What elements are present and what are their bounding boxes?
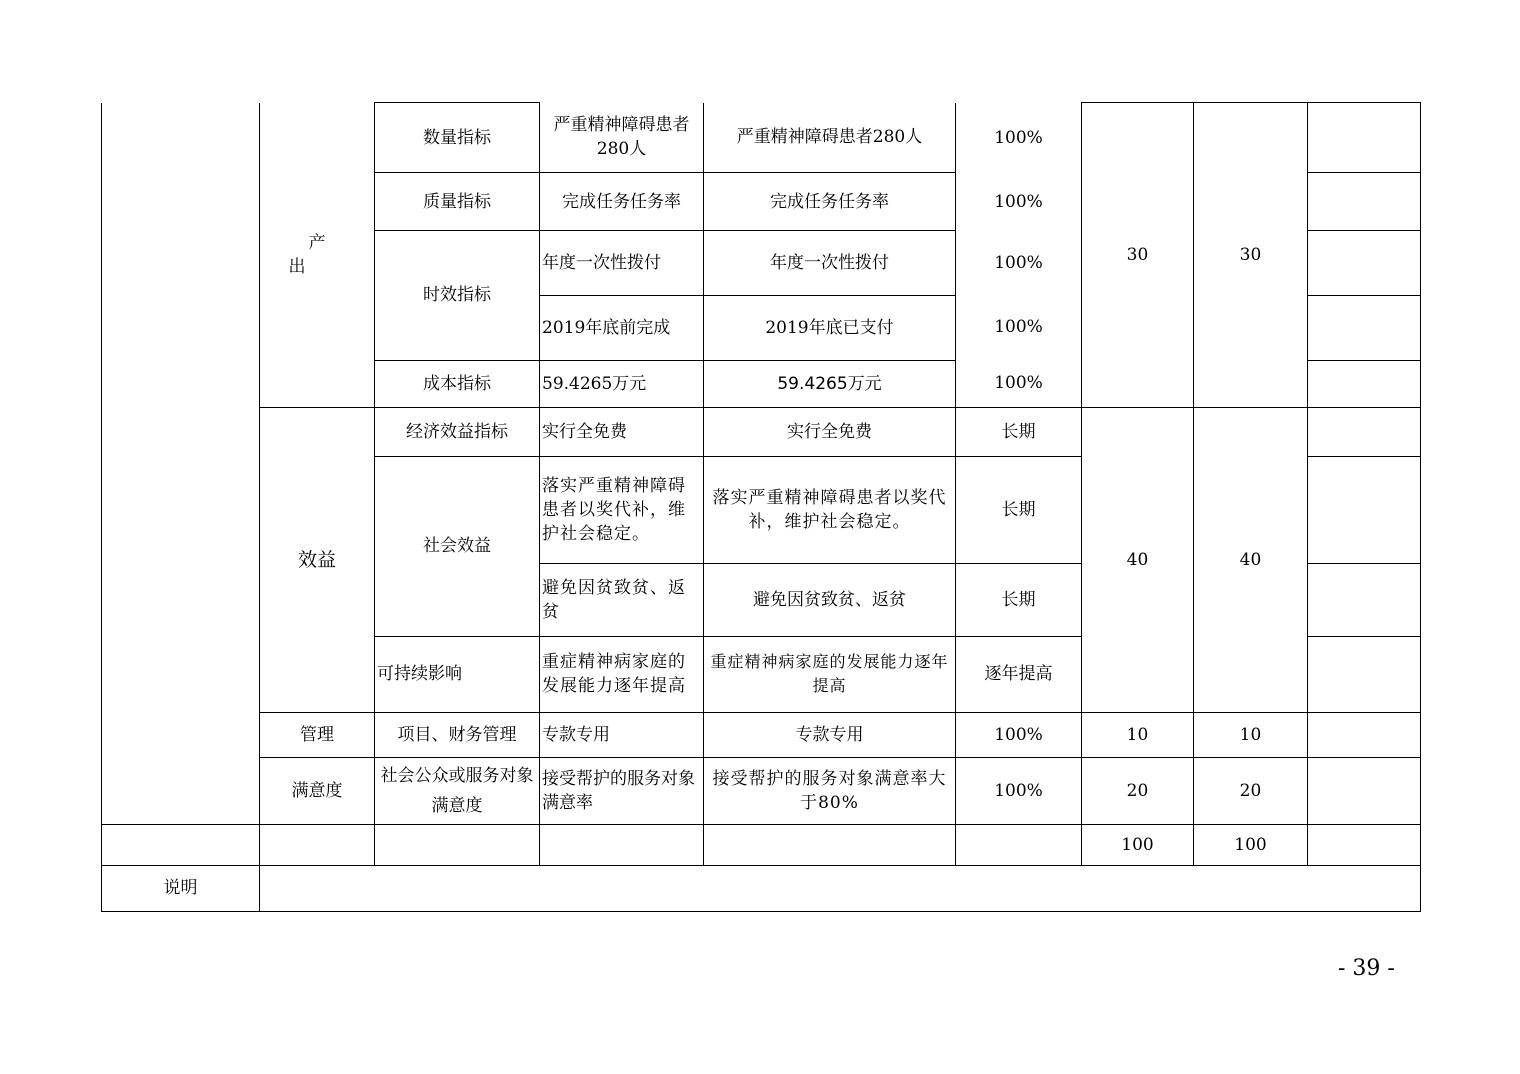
quantity-actual: 严重精神障碍患者280人 xyxy=(704,103,956,173)
total-blank-6 xyxy=(956,824,1082,865)
satisfaction-indicator: 社会公众或服务对象满意度 xyxy=(375,757,540,824)
performance-table xyxy=(101,102,1421,912)
total-blank-4 xyxy=(540,824,704,865)
blank-cell xyxy=(1308,231,1421,296)
total-blank-1 xyxy=(102,824,260,865)
satisfaction-rate: 100% xyxy=(956,757,1082,824)
timeliness-target-2: 2019年底前完成 xyxy=(540,295,704,360)
notes-label: 说明 xyxy=(102,865,260,911)
blank-cell xyxy=(1308,103,1421,173)
satisfaction-score: 20 xyxy=(1194,757,1308,824)
economic-rate: 长期 xyxy=(956,407,1082,456)
total-score: 100 xyxy=(1194,824,1308,865)
satisfaction-actual: 接受帮护的服务对象满意率大于80% xyxy=(704,757,956,824)
management-target: 专款专用 xyxy=(540,712,704,757)
timeliness-actual-2: 2019年底已支付 xyxy=(704,295,956,360)
blank-cell xyxy=(1308,563,1421,636)
sustainable-indicator: 可持续影响 xyxy=(375,636,540,712)
blank-cell xyxy=(1308,757,1421,824)
benefit-weight: 40 xyxy=(1082,407,1194,712)
social-target-2: 避免因贫致贫、返贫 xyxy=(540,563,704,636)
cost-indicator: 成本指标 xyxy=(375,360,540,407)
quantity-rate: 100% xyxy=(994,127,1043,148)
blank-cell xyxy=(1308,712,1421,757)
blank-cell xyxy=(1308,636,1421,712)
economic-actual: 实行全免费 xyxy=(704,407,956,456)
quality-indicator: 质量指标 xyxy=(375,173,540,231)
total-blank-2 xyxy=(260,824,375,865)
benefit-category: 效益 xyxy=(260,407,375,712)
management-weight: 10 xyxy=(1082,712,1194,757)
output-weight: 30 xyxy=(1082,103,1194,408)
quantity-target: 严重精神障碍患者280人 xyxy=(540,103,704,173)
quality-actual: 完成任务任务率 xyxy=(704,173,956,231)
blank-cell xyxy=(1308,173,1421,231)
management-rate: 100% xyxy=(956,712,1082,757)
output-rate-column xyxy=(956,103,1082,408)
management-category: 管理 xyxy=(260,712,375,757)
quality-rate: 100% xyxy=(994,191,1043,212)
benefit-score: 40 xyxy=(1194,407,1308,712)
timeliness-rate-2: 100% xyxy=(994,316,1043,337)
management-actual: 专款专用 xyxy=(704,712,956,757)
total-blank-5 xyxy=(704,824,956,865)
quality-target: 完成任务任务率 xyxy=(540,173,704,231)
social-actual-2: 避免因贫致贫、返贫 xyxy=(704,563,956,636)
economic-indicator: 经济效益指标 xyxy=(375,407,540,456)
total-weight: 100 xyxy=(1082,824,1194,865)
satisfaction-target: 接受帮护的服务对象满意率 xyxy=(540,757,704,824)
sustainable-rate: 逐年提高 xyxy=(956,636,1082,712)
output-score: 30 xyxy=(1194,103,1308,408)
blank-cell xyxy=(1308,456,1421,563)
social-rate-2: 长期 xyxy=(956,563,1082,636)
timeliness-target-1: 年度一次性拨付 xyxy=(540,231,704,296)
quantity-indicator: 数量指标 xyxy=(375,103,540,173)
social-target-1: 落实严重精神障碍患者以奖代补，维护社会稳定。 xyxy=(540,456,704,563)
timeliness-actual-1: 年度一次性拨付 xyxy=(704,231,956,296)
satisfaction-category: 满意度 xyxy=(260,757,375,824)
social-actual-1: 落实严重精神障碍患者以奖代补，维护社会稳定。 xyxy=(704,456,956,563)
total-blank-7 xyxy=(1308,824,1421,865)
notes-content xyxy=(260,865,1421,911)
timeliness-rate-1: 100% xyxy=(994,252,1043,273)
total-blank-3 xyxy=(375,824,540,865)
blank-cell xyxy=(1308,295,1421,360)
output-category: 产 出 xyxy=(260,103,375,408)
management-indicator: 项目、财务管理 xyxy=(375,712,540,757)
sustainable-actual: 重症精神病家庭的发展能力逐年提高 xyxy=(704,636,956,712)
social-rate-1: 长期 xyxy=(956,456,1082,563)
cost-rate: 100% xyxy=(994,372,1043,393)
page-number: - 39 - xyxy=(1338,956,1395,981)
sustainable-target: 重症精神病家庭的发展能力逐年提高 xyxy=(540,636,704,712)
blank-cell xyxy=(1308,360,1421,407)
blank-cell xyxy=(1308,407,1421,456)
social-indicator: 社会效益 xyxy=(375,456,540,636)
management-score: 10 xyxy=(1194,712,1308,757)
cost-target: 59.4265万元 xyxy=(540,360,704,407)
timeliness-indicator: 时效指标 xyxy=(375,231,540,361)
satisfaction-weight: 20 xyxy=(1082,757,1194,824)
cost-actual: 59.4265万元 xyxy=(704,360,956,407)
economic-target: 实行全免费 xyxy=(540,407,704,456)
first-column-cell xyxy=(102,103,260,825)
